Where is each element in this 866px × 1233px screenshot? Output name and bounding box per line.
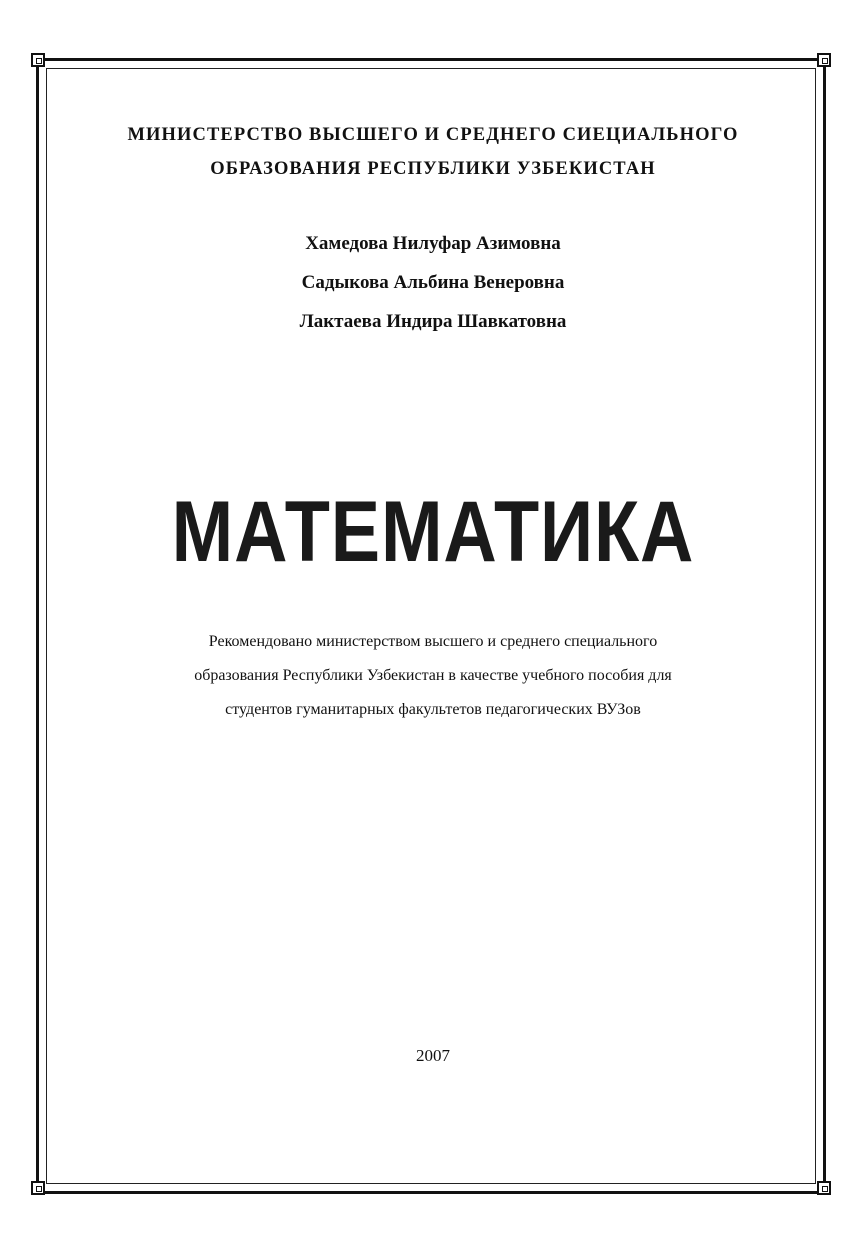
publication-year: 2007 (416, 1046, 450, 1065)
title-page (60, 0, 806, 1233)
recommendation-text (60, 625, 806, 727)
ministry-line-1: МИНИСТЕРСТВО ВЫСШЕГО И СРЕДНЕГО СИЕЦИАЛЬНОГО (127, 125, 739, 145)
recommendation-line-1: Рекомендовано министерством высшего и среднего специального (208, 633, 658, 650)
corner-ornament-bottom-right (817, 1181, 831, 1195)
author-name: Лактаева Индира Шавкатовна (299, 311, 567, 332)
corner-ornament-top-left (31, 53, 45, 67)
ministry-line-2: ОБРАЗОВАНИЯ РЕСПУБЛИКИ УЗБЕКИСТАН (210, 159, 656, 179)
author-list (60, 224, 806, 341)
corner-ornament-top-right (817, 53, 831, 67)
recommendation-line-2: образования Республики Узбекистан в качестве учебного пособия для (194, 667, 672, 684)
author-name: Садыкова Альбина Венеровна (301, 272, 565, 293)
recommendation-line-3: студентов гуманитарных факультетов педагогических ВУЗов (225, 701, 641, 718)
author-name: Хамедова Нилуфар Азимовна (305, 233, 561, 254)
corner-ornament-bottom-left (31, 1181, 45, 1195)
ministry-heading (60, 118, 806, 186)
book-title: МАТЕМАТИКА (171, 484, 695, 580)
